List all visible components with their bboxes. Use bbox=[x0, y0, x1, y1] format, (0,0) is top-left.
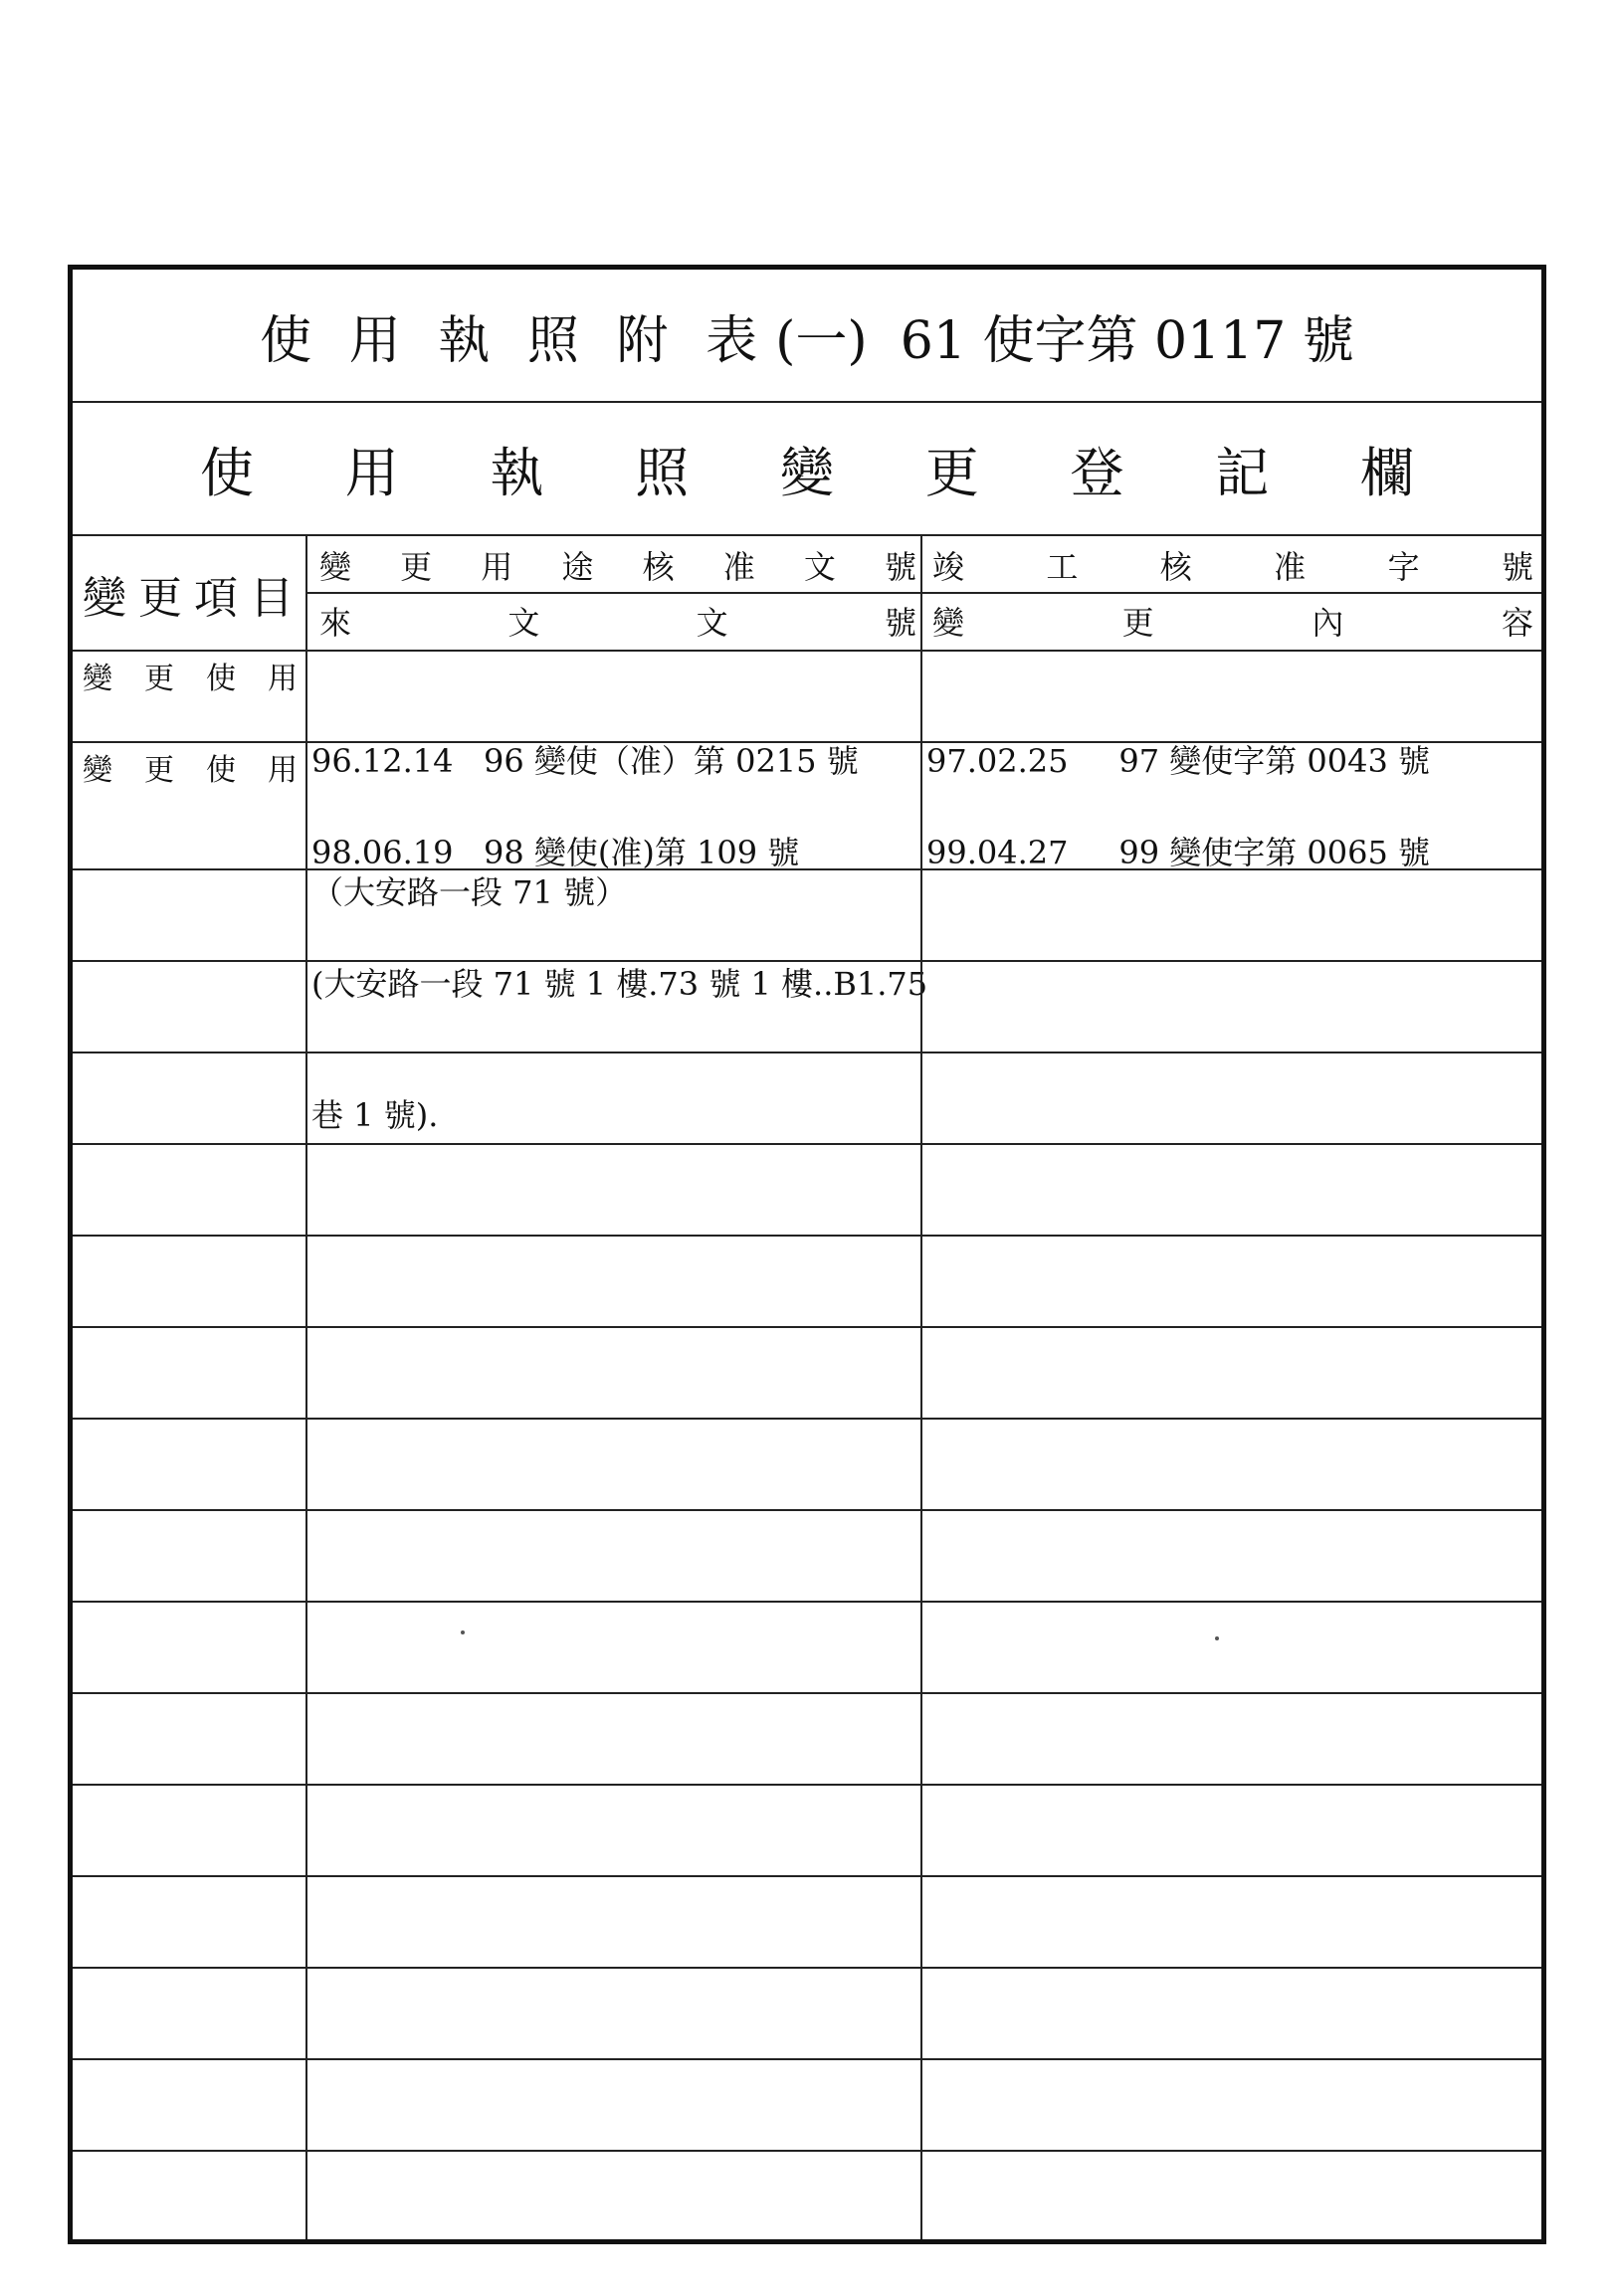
header-char: 內 bbox=[1312, 604, 1344, 642]
title-char: 附 bbox=[616, 310, 669, 371]
subtitle-char: 記 bbox=[1215, 441, 1270, 504]
header-char: 文 bbox=[507, 604, 540, 642]
header-char: 變 bbox=[83, 573, 126, 624]
header-char: 准 bbox=[1274, 548, 1307, 586]
header-char: 目 bbox=[250, 573, 294, 624]
approval-line: 98.06.19 98 變使(准)第 109 號 bbox=[311, 834, 800, 871]
item-char: 使 bbox=[206, 662, 236, 696]
header-char: 號 bbox=[884, 604, 916, 642]
subtitle-char: 使 bbox=[200, 441, 254, 504]
subtitle-char: 變 bbox=[780, 441, 834, 504]
header-char: 工 bbox=[1046, 548, 1079, 586]
title-char: 使 bbox=[260, 310, 312, 371]
item-char: 使 bbox=[206, 753, 236, 788]
header-char: 途 bbox=[561, 548, 594, 586]
table-row-approval bbox=[311, 743, 927, 1225]
item-char: 更 bbox=[144, 662, 174, 696]
header-char: 用 bbox=[481, 548, 513, 586]
header-char: 容 bbox=[1501, 604, 1533, 642]
incoming-document-header bbox=[319, 594, 916, 648]
header-char: 號 bbox=[884, 548, 916, 586]
form-title-suffix: (一) 61 使字第 0117 號 bbox=[775, 310, 1354, 371]
header-char: 更 bbox=[400, 548, 433, 586]
usage-license-form bbox=[68, 265, 1546, 2244]
completion-line: 99.04.27 99 變使字第 0065 號 bbox=[926, 834, 1431, 871]
header-char: 竣 bbox=[932, 548, 965, 586]
approval-line: （大安路一段 71 號） bbox=[311, 873, 628, 911]
item-char: 用 bbox=[268, 753, 298, 788]
approval-line: 96.12.14 96 變使（准）第 0215 號 bbox=[311, 742, 859, 780]
item-char: 變 bbox=[83, 662, 112, 696]
header-char: 更 bbox=[138, 573, 182, 624]
header-char: 文 bbox=[803, 548, 836, 586]
item-char: 更 bbox=[144, 753, 174, 788]
item-char: 用 bbox=[268, 662, 298, 696]
header-char: 准 bbox=[722, 548, 755, 586]
header-char: 變 bbox=[319, 548, 352, 586]
title-char: 表 bbox=[706, 310, 758, 371]
completion-column-header bbox=[932, 538, 1533, 592]
header-char: 變 bbox=[932, 604, 965, 642]
form-subtitle-chars bbox=[200, 431, 1414, 507]
table-row-item bbox=[83, 743, 298, 791]
header-char: 更 bbox=[1121, 604, 1154, 642]
approval-line: 巷 1 號). bbox=[311, 1096, 439, 1134]
form-title-chars bbox=[260, 298, 757, 373]
header-char: 來 bbox=[319, 604, 352, 642]
subtitle-char: 欄 bbox=[1360, 441, 1414, 504]
table-row-completion bbox=[926, 743, 1430, 962]
header-char: 核 bbox=[642, 548, 675, 586]
item-char: 變 bbox=[83, 753, 112, 788]
header-char: 字 bbox=[1387, 548, 1420, 586]
completion-line: 97.02.25 97 變使字第 0043 號 bbox=[926, 742, 1431, 780]
title-char: 照 bbox=[526, 310, 579, 371]
approval-column-header bbox=[319, 538, 916, 592]
header-char: 文 bbox=[696, 604, 728, 642]
subtitle-char: 用 bbox=[344, 441, 399, 504]
change-content-header bbox=[932, 594, 1533, 648]
approval-line: (大安路一段 71 號 1 樓.73 號 1 樓..B1.75 bbox=[311, 965, 928, 1003]
title-char: 用 bbox=[348, 310, 401, 371]
header-char: 號 bbox=[1501, 548, 1533, 586]
title-char: 執 bbox=[438, 310, 491, 371]
header-char: 項 bbox=[194, 573, 238, 624]
table-row-item bbox=[83, 652, 298, 699]
subtitle-char: 登 bbox=[1070, 441, 1124, 504]
subtitle-char: 照 bbox=[635, 441, 690, 504]
header-char: 核 bbox=[1159, 548, 1192, 586]
subtitle-char: 執 bbox=[490, 441, 544, 504]
form-title bbox=[73, 270, 1541, 401]
form-subtitle bbox=[73, 403, 1541, 534]
subtitle-char: 更 bbox=[924, 441, 979, 504]
item-column-header bbox=[83, 538, 294, 650]
